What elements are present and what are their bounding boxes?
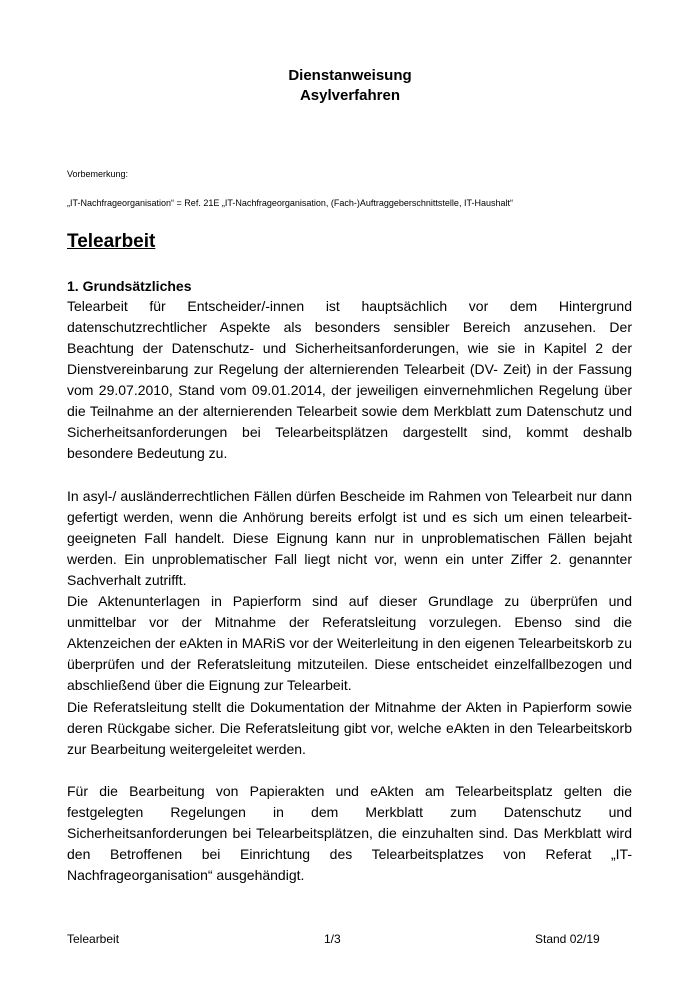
- document-title-line-1: Dienstanweisung: [288, 67, 412, 84]
- paragraph-2: In asyl-/ ausländerrechtlichen Fällen dürfen Bescheide im Rahmen von Telearbeit nur dann gefertigt werden, wenn die Anhörung bereits erfolgt ist und es sich um einen telearbeit-geeigneten Fall handelt. Diese Eignung kann nur in unproblematischen Fällen bejaht werden. Ein unproblematischer Fall liegt nicht vor, wenn ein unter Ziffer 2. genannter Sachverhalt zutrifft.: [67, 488, 632, 588]
- subsection-heading: 1. Grundsätzliches: [67, 278, 192, 294]
- preface-label: Vorbemerkung:: [67, 169, 129, 179]
- section-title: Telearbeit: [67, 231, 156, 252]
- paragraph-5: Für die Bearbeitung von Papierakten und eAkten am Telearbeitsplatz gelten die festgelegten Regelungen in dem Merkblatt zum Datenschutz und Sicherheitsanforderungen bei Telearbeitsplätzen, die einzuhalten sind. Das Merkblatt wird den Betroffenen bei Einrichtung des Telearbeitsplatzes von Referat „IT-Nachfrageorganisation“ ausgehändigt.: [67, 783, 632, 883]
- footer-page-number: 1/3: [324, 932, 341, 946]
- document-title-line-2: Asylverfahren: [299, 87, 401, 104]
- paragraph-4: Die Referatsleitung stellt die Dokumentation der Mitnahme der Akten in Papierform sowie deren Rückgabe sicher. Die Referatsleitung gibt vor, welche eAkten in den Telearbeitskorb zur Bearbeitung weitergeleitet werden.: [67, 699, 632, 757]
- footer-revision: Stand 02/19: [535, 932, 600, 946]
- paragraph-3: Die Aktenunterlagen in Papierform sind auf dieser Grundlage zu überprüfen und unmittelbar vor der Mitnahme der Referatsleitung vorzulegen. Ebenso sind die Aktenzeichen der eAkten in MARiS vor der Weiterleitung in den eigenen Telearbeitskorb zu überprüfen und der Referatsleitung mitzuteilen. Diese entscheidet einzelfallbezogen und abschließend über die Eignung zur Telearbeit.: [67, 593, 632, 693]
- preface-definition: „IT-Nachfrageorganisation“ = Ref. 21E „IT-Nachfrageorganisation, (Fach-)Auftraggeberschnittstelle, IT-Haushalt“: [67, 198, 513, 208]
- paragraph-1: Telearbeit für Entscheider/-innen ist hauptsächlich vor dem Hintergrund datenschutzrechtlicher Aspekte als besonders sensibler Bereich anzusehen. Der Beachtung der Datenschutz- und Sicherheitsanforderungen, wie sie in Kapitel 2 der Dienstvereinbarung zur Regelung der alternierenden Telearbeit (DV- Zeit) in der Fassung vom 29.07.2010, Stand vom 09.01.2014, der jeweiligen einvernehmlichen Regelung über die Teilnahme an der alternierenden Telearbeit sowie dem Merkblatt zum Datenschutz und Sicherheitsanforderungen bei Telearbeitsplätzen dargestellt sind, kommt deshalb besondere Bedeutung zu.: [67, 298, 632, 461]
- footer-left: Telearbeit: [67, 932, 120, 946]
